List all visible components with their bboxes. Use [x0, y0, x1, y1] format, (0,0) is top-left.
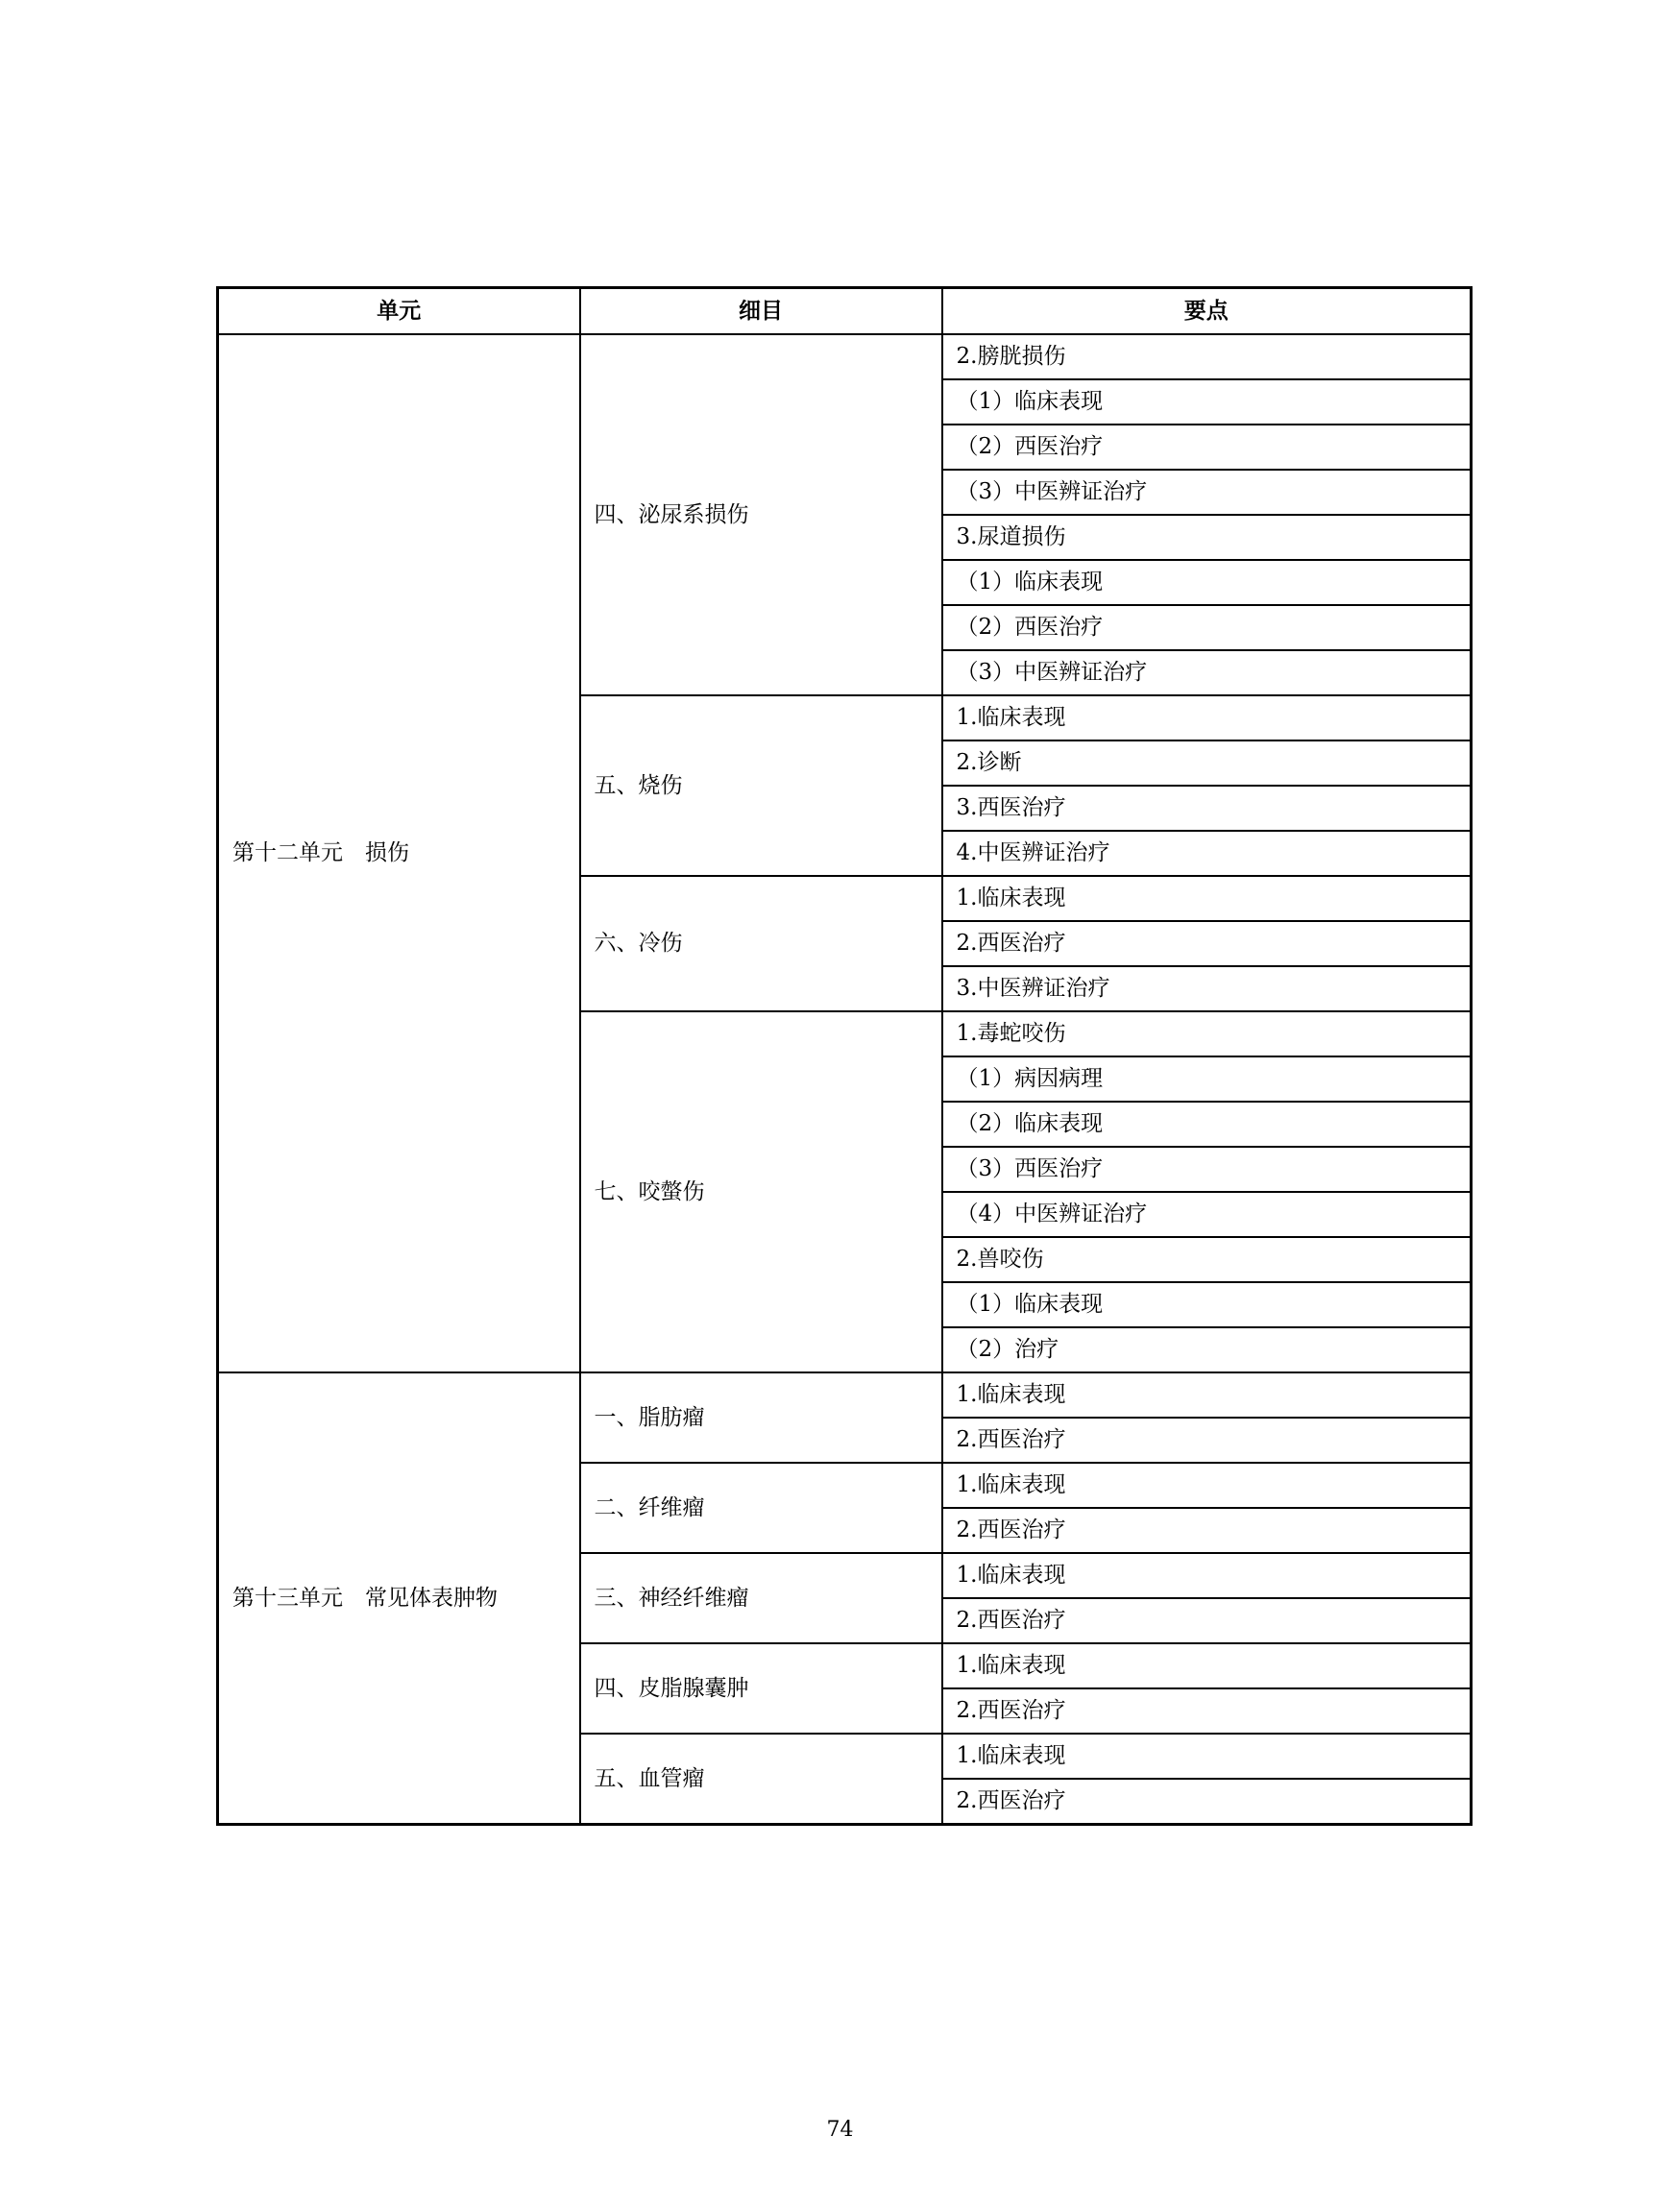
point-cell: 2.诊断 [942, 740, 1472, 786]
point-cell: 3.中医辨证治疗 [942, 966, 1472, 1011]
table-header-row [218, 288, 1472, 335]
point-cell: 2.西医治疗 [942, 1508, 1472, 1553]
page-number: 74 [826, 2118, 854, 2142]
item-cell: 七、咬螫伤 [580, 1011, 942, 1372]
point-cell: 1.临床表现 [942, 876, 1472, 921]
unit-cell: 第十二单元 损伤 [218, 334, 580, 1372]
item-cell: 二、纤维瘤 [580, 1463, 942, 1553]
point-cell: 2.西医治疗 [942, 1598, 1472, 1643]
point-cell: 1.临床表现 [942, 695, 1472, 740]
item-cell: 四、皮脂腺囊肿 [580, 1643, 942, 1734]
point-cell: 4.中医辨证治疗 [942, 831, 1472, 876]
header-item: 细目 [580, 288, 942, 335]
point-cell: （2）治疗 [942, 1327, 1472, 1372]
header-point: 要点 [942, 288, 1472, 335]
point-cell: （1）临床表现 [942, 379, 1472, 425]
point-cell: （1）临床表现 [942, 1282, 1472, 1327]
point-cell: 1.临床表现 [942, 1463, 1472, 1508]
point-cell: 2.西医治疗 [942, 921, 1472, 966]
point-cell: （3）中医辨证治疗 [942, 650, 1472, 695]
point-cell: 3.尿道损伤 [942, 515, 1472, 560]
item-cell: 五、血管瘤 [580, 1734, 942, 1825]
point-cell: （2）西医治疗 [942, 425, 1472, 470]
point-cell: 2.西医治疗 [942, 1688, 1472, 1734]
syllabus-table [216, 286, 1473, 1826]
table-body [218, 334, 1472, 1825]
point-cell: （3）西医治疗 [942, 1147, 1472, 1192]
point-cell: 2.西医治疗 [942, 1418, 1472, 1463]
header-unit: 单元 [218, 288, 580, 335]
point-cell: 3.西医治疗 [942, 786, 1472, 831]
item-cell: 一、脂肪瘤 [580, 1372, 942, 1463]
unit-cell: 第十三单元 常见体表肿物 [218, 1372, 580, 1825]
point-cell: （3）中医辨证治疗 [942, 470, 1472, 515]
point-cell: 2.兽咬伤 [942, 1237, 1472, 1282]
point-cell: 2.西医治疗 [942, 1779, 1472, 1825]
item-cell: 五、烧伤 [580, 695, 942, 876]
point-cell: 1.临床表现 [942, 1553, 1472, 1598]
point-cell: 1.临床表现 [942, 1372, 1472, 1418]
item-cell: 三、神经纤维瘤 [580, 1553, 942, 1643]
item-cell: 六、冷伤 [580, 876, 942, 1011]
point-cell: （2）西医治疗 [942, 605, 1472, 650]
point-cell: （1）临床表现 [942, 560, 1472, 605]
point-cell: 1.毒蛇咬伤 [942, 1011, 1472, 1056]
table-row [218, 334, 1472, 379]
point-cell: （2）临床表现 [942, 1102, 1472, 1147]
item-cell: 四、泌尿系损伤 [580, 334, 942, 695]
point-cell: 1.临床表现 [942, 1643, 1472, 1688]
table-row [218, 1372, 1472, 1418]
point-cell: （1）病因病理 [942, 1056, 1472, 1102]
point-cell: （4）中医辨证治疗 [942, 1192, 1472, 1237]
point-cell: 1.临床表现 [942, 1734, 1472, 1779]
point-cell: 2.膀胱损伤 [942, 334, 1472, 379]
